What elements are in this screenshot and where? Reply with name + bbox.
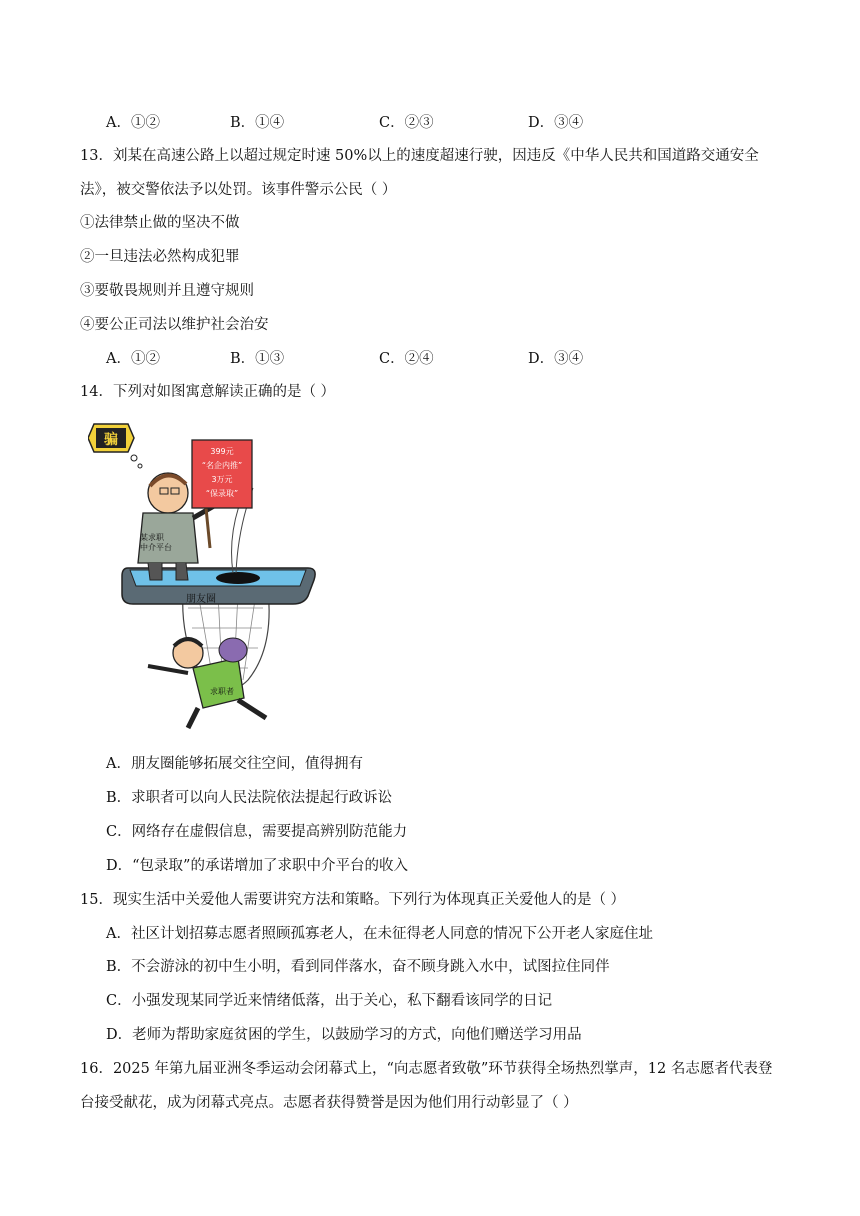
q13-item-1: ①法律禁止做的坚决不做 — [80, 215, 240, 231]
q14-option-c: C．网络存在虚假信息，需要提高辨别防范能力 — [106, 824, 408, 840]
q15-option-c: C．小强发现某同学近来情绪低落，出于关心，私下翻看该同学的日记 — [106, 993, 553, 1009]
sign-line-2: “名企内推” — [201, 461, 243, 470]
sign-line-4: “保录取” — [205, 489, 239, 498]
q13-stem-line2: 法》，被交警依法予以处罚。该事件警示公民（ ） — [80, 182, 397, 198]
q14-option-d: D．“包录取”的承诺增加了求职中介平台的收入 — [106, 858, 408, 874]
phone-label: 朋友圈 — [186, 594, 216, 605]
q15-option-d: D．老师为帮助家庭贫困的学生，以鼓励学习的方式，向他们赠送学习用品 — [106, 1027, 582, 1043]
platform-label-1: 某求职 — [140, 533, 164, 542]
q15-stem: 15．现实生活中关爱他人需要讲究方法和策略。下列行为体现真正关爱他人的是（ ） — [80, 892, 626, 908]
q14-option-a: A．朋友圈能够拓展交往空间，值得拥有 — [106, 756, 363, 772]
q14-stem: 14．下列对如图寓意解读正确的是（ ） — [80, 384, 336, 400]
q13-item-3: ③要敬畏规则并且遵守规则 — [80, 283, 254, 299]
q12-option-d: D．③④ — [528, 115, 584, 131]
q13-item-2: ②一旦违法必然构成犯罪 — [80, 249, 240, 265]
job-seeker-figure-icon — [148, 638, 266, 728]
seeker-label: 求职者 — [210, 687, 234, 696]
q13-stem-line1: 13．刘某在高速公路上以超过规定时速 50%以上的速度超速行驶，因违反《中华人民共和国道路交通安全 — [80, 148, 759, 164]
q16-stem-line1: 16．2025 年第九届亚洲冬季运动会闭幕式上，“向志愿者致敬”环节获得全场热烈掌声，12 名志愿者代表登 — [80, 1061, 773, 1077]
q13-option-b: B．①③ — [230, 351, 285, 367]
sign-line-3: 3万元 — [211, 475, 233, 484]
q13-option-d: D．③④ — [528, 351, 584, 367]
q12-option-c: C．②③ — [379, 115, 434, 131]
q15-option-b: B．不会游泳的初中生小明，看到同伴落水，奋不顾身跳入水中，试图拉住同伴 — [106, 959, 610, 975]
platform-label-2: 中介平台 — [140, 543, 172, 552]
q15-option-a: A．社区计划招募志愿者照顾孤寡老人，在未征得老人同意的情况下公开老人家庭住址 — [106, 926, 653, 942]
q13-option-a: A．①② — [106, 351, 160, 367]
q13-item-4: ④要公正司法以维护社会治安 — [80, 317, 269, 333]
q12-option-b: B．①④ — [230, 115, 285, 131]
q12-option-a: A．①② — [106, 115, 160, 131]
badge-text: 骗 — [104, 432, 118, 448]
q14-option-b: B．求职者可以向人民法院依法提起行政诉讼 — [106, 790, 393, 806]
q14-cartoon — [88, 418, 328, 740]
q16-stem-line2: 台接受献花，成为闭幕式亮点。志愿者获得赞誉是因为他们用行动彰显了（ ） — [80, 1095, 578, 1111]
q13-option-c: C．②④ — [379, 351, 434, 367]
sign-line-1: 399元 — [210, 447, 234, 456]
